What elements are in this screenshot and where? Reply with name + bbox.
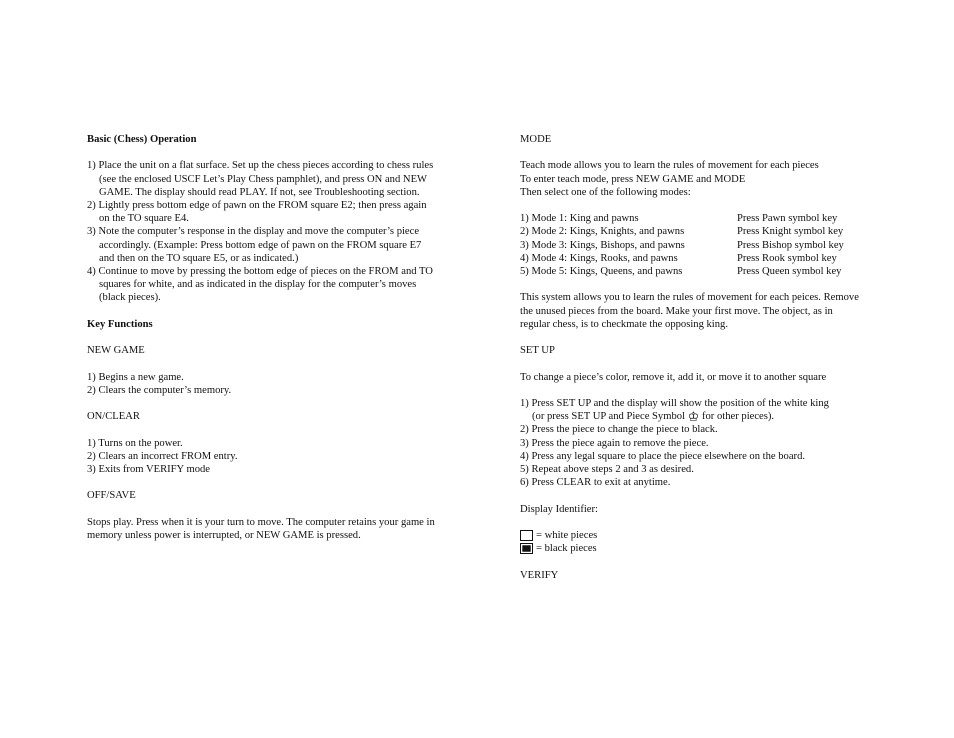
- list-item: 2) Clears an incorrect FROM entry.: [87, 450, 238, 462]
- list-item-continued: [520, 410, 865, 423]
- mode-intro-line: To enter teach mode, press NEW GAME and MODE: [520, 173, 746, 185]
- on-clear-title: ON/CLEAR: [87, 411, 140, 423]
- mode-key: Press Bishop symbol key: [737, 239, 844, 251]
- white-identifier-row: [520, 529, 865, 542]
- off-save-title: OFF/SAVE: [87, 490, 136, 502]
- white-square-icon: [520, 530, 533, 541]
- mode-intro-line: Teach mode allows you to learn the rules of movement for each pieces: [520, 160, 819, 172]
- mode-title: MODE: [520, 134, 552, 145]
- right-column: [520, 133, 865, 582]
- verify-title: VERIFY: [520, 569, 559, 581]
- new-game-title: NEW GAME: [87, 345, 145, 357]
- list-item: 3) Exits from VERIFY mode: [87, 463, 210, 475]
- list-item: 2) Lightly press bottom edge of pawn on the FROM square E2; then press again on the TO square E4.: [87, 200, 427, 225]
- mode-label: 4) Mode 4: Kings, Rooks, and pawns: [520, 252, 678, 264]
- king-symbol-icon: ♔: [687, 408, 700, 424]
- list-item: 2) Clears the computer’s memory.: [87, 384, 232, 396]
- list-item: 3) Note the computer’s response in the display and move the computer’s piece accordingly. (Example: Press bottom edge of pawn on the FROM square E7 and then on the TO square E5, or as indicated.): [87, 226, 422, 264]
- mode-key: Press Queen symbol key: [737, 266, 842, 277]
- mode-label: 3) Mode 3: Kings, Bishops, and pawns: [520, 239, 685, 251]
- white-identifier-label: = white pieces: [536, 529, 598, 541]
- list-item: 4) Continue to move by pressing the bottom edge of pieces on the FROM and TO squares for white, and as indicated in the display for the computer’s moves (black pieces).: [87, 266, 433, 304]
- mode-label: 1) Mode 1: King and pawns: [520, 213, 639, 225]
- list-item: 1) Place the unit on a flat surface. Set up the chess pieces according to chess rules (see the enclosed USCF Let’s Play Chess pamphlet), and press ON and NEW GAME. The display should read PLAY. If not, see Troubleshooting section.: [87, 160, 434, 198]
- mode-key: Press Rook symbol key: [737, 252, 837, 264]
- basic-steps-list: [87, 159, 437, 304]
- mode-outro: This system allows you to learn the rules of movement for each peices. Remove the unused pieces from the board. Make your first move. The object, as in regular chess, is to checkmate the opposing king.: [520, 292, 859, 330]
- left-column: [87, 133, 437, 542]
- mode-list: [520, 212, 865, 278]
- step1-text-pre: (or press SET UP and Piece Symbol: [532, 411, 686, 423]
- mode-label: 5) Mode 5: Kings, Queens, and pawns: [520, 266, 683, 277]
- black-square-icon: [520, 543, 533, 554]
- list-item: 5) Repeat above steps 2 and 3 as desired.: [520, 463, 694, 475]
- key-functions-heading: Key Functions: [87, 318, 153, 330]
- list-item: 2) Press the piece to change the piece to black.: [520, 424, 718, 436]
- list-item: 6) Press CLEAR to exit at anytime.: [520, 477, 671, 489]
- list-item: 1) Begins a new game.: [87, 371, 184, 383]
- list-item: [520, 252, 865, 265]
- list-item: [520, 239, 865, 252]
- display-identifier-title: Display Identifier:: [520, 503, 598, 515]
- list-item: 1) Press SET UP and the display will show the position of the white king: [520, 397, 829, 409]
- set-up-title: SET UP: [520, 345, 555, 357]
- list-item: 1) Turns on the power.: [87, 437, 183, 449]
- mode-intro-line: Then select one of the following modes:: [520, 186, 691, 198]
- off-save-text: Stops play. Press when it is your turn to move. The computer retains your game in memory unless power is interrupted, or NEW GAME is pressed.: [87, 516, 435, 541]
- list-item: [520, 212, 865, 225]
- mode-label: 2) Mode 2: Kings, Knights, and pawns: [520, 226, 685, 238]
- step1-text-post: for other pieces).: [701, 411, 775, 423]
- black-identifier-label: = black pieces: [536, 543, 597, 555]
- basic-operation-heading: Basic (Chess) Operation: [87, 134, 197, 145]
- list-item: 4) Press any legal square to place the piece elsewhere on the board.: [520, 450, 806, 462]
- list-item: [520, 225, 865, 238]
- list-item: [520, 265, 865, 278]
- set-up-intro: To change a piece’s color, remove it, add it, or move it to another square: [520, 371, 827, 383]
- black-identifier-row: [520, 542, 865, 555]
- mode-key: Press Pawn symbol key: [737, 213, 838, 225]
- mode-key: Press Knight symbol key: [737, 226, 844, 238]
- list-item: 3) Press the piece again to remove the piece.: [520, 437, 709, 449]
